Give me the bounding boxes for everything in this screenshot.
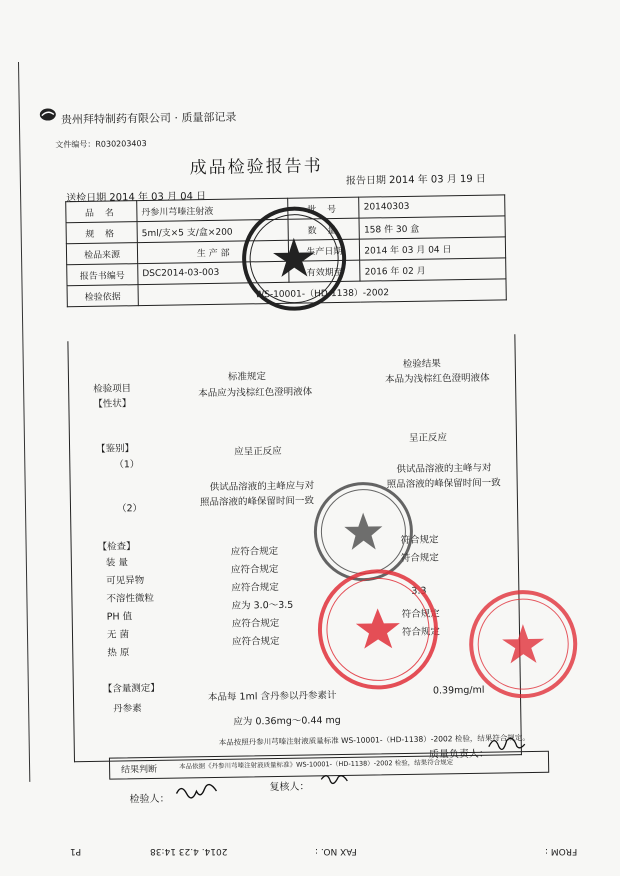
check-std-4: 应为 3.0～3.5	[231, 599, 294, 612]
check-result-6: 符合规定	[401, 626, 441, 639]
product-label: 品 名	[66, 201, 137, 223]
check-item-2: 可见异物	[106, 575, 145, 587]
send-date: 送检日期 2014 年 03 月 04 日	[66, 191, 207, 205]
check-result-5: 符合规定	[401, 608, 440, 621]
qty-value: 158 件 30 盒	[359, 216, 505, 239]
source-label: 检品来源	[66, 243, 137, 265]
col-std-header: 标准规定	[227, 371, 267, 383]
expiry-value: 2016 年 02 月	[360, 258, 506, 281]
check-std-3: 应符合规定	[231, 581, 279, 594]
spec-label: 规 格	[66, 222, 137, 244]
qa-label: 质量负责人：	[428, 748, 490, 761]
trait-result: 本品为浅棕红色澄明液体	[384, 372, 490, 386]
batch-number: 20140303	[359, 195, 505, 218]
trait-heading: 【性状】	[93, 398, 132, 410]
fax-number: FAX NO. :	[315, 846, 357, 856]
ident2-result-a: 供试品溶液的主峰与对	[396, 462, 492, 476]
check-heading: 【检查】	[97, 541, 136, 553]
red-quality-stamp	[314, 565, 442, 693]
col-res-header: 检验结果	[402, 358, 441, 370]
check-item-4: PH 值	[106, 611, 133, 623]
report-date: 报告日期 2014 年 03 月 19 日	[345, 173, 486, 187]
product-name: 丹参川芎嗪注射液	[137, 198, 289, 221]
report-sheet	[18, 54, 569, 806]
check-std-5: 应符合规定	[231, 617, 280, 630]
fax-date: 2014. 4.23 14:38	[150, 846, 228, 856]
check-item-5: 无 菌	[106, 629, 130, 641]
qty-label: 数 量	[288, 218, 359, 240]
check-result-2: 符合规定	[400, 552, 439, 565]
report-no-value: DSC2014-03-003	[138, 261, 290, 284]
reviewer-label: 复核人：	[269, 781, 310, 794]
prod-date-label: 生产日期	[289, 239, 360, 261]
conclusion-note: 本品按照丹参川芎嗪注射液质量标准 WS-10001-（HD-1138）-2002 检验，结果符合规定。	[218, 733, 530, 747]
assay-std-b: 应为 0.36mg～0.44 mg	[233, 715, 341, 728]
check-result-4: 3.3	[411, 585, 427, 597]
assay-std-a: 本品每 1ml 含丹参以丹参素计	[207, 690, 337, 704]
check-item-1: 装 量	[105, 557, 128, 569]
ident2-std-b: 照品溶液的峰保留时间一致	[199, 495, 315, 509]
ident1-std: 应呈正反应	[234, 445, 282, 458]
conclusion-text: 本品依据《丹参川芎嗪注射液质量标准》WS-10001-（HD-1138）-2002 检验，结果符合规定	[179, 758, 454, 771]
qa-signature	[487, 732, 527, 757]
conclusion-label: 结果判断	[121, 764, 158, 776]
col-item-header: 检验项目	[93, 383, 132, 395]
ident1-item: （1）	[114, 459, 140, 471]
reviewer-signature	[319, 769, 349, 787]
assay-heading: 【含量测定】	[102, 682, 160, 695]
check-std-2: 应符合规定	[230, 563, 279, 576]
ident2-item: （2）	[116, 503, 143, 515]
source-value: 生 产 部	[137, 240, 289, 263]
inspector-label: 检验人：	[129, 793, 170, 806]
report-title: 成品检验报告书	[189, 156, 323, 179]
check-item-3: 不溶性微粒	[106, 592, 155, 605]
page-edge	[18, 62, 30, 782]
company-logo-icon	[39, 107, 57, 121]
spec-value: 5ml/支×5 支/盒×200	[137, 219, 289, 242]
batch-label: 批 号	[288, 197, 359, 219]
ident2-result-b: 照品溶液的峰保留时间一致	[386, 477, 501, 491]
ident1-result: 呈正反应	[408, 432, 448, 444]
expiry-label: 有效期至	[289, 260, 360, 282]
basis-value: WS-10001-（HD-1138）-2002	[138, 279, 506, 306]
basis-label: 检验依据	[67, 285, 138, 307]
fax-from: FROM :	[545, 846, 578, 856]
red-company-stamp	[466, 587, 580, 701]
ident-heading: 【鉴别】	[96, 443, 135, 455]
company-header: 贵州拜特制药有限公司 · 质量部记录	[60, 110, 237, 127]
check-std-6: 应符合规定	[232, 635, 280, 648]
ident2-std-a: 供试品溶液的主峰应与对	[209, 480, 315, 494]
assay-item: 丹参素	[113, 703, 142, 715]
check-item-6: 热 原	[107, 647, 130, 659]
trait-std: 本品应为浅棕红色澄明液体	[198, 386, 313, 400]
inspector-signature	[174, 781, 220, 802]
quality-inspection-stamp	[238, 203, 350, 315]
fax-page: P1	[70, 846, 82, 856]
check-result-1: 符合规定	[400, 534, 439, 547]
check-std-1: 应符合规定	[230, 545, 279, 558]
assay-result: 0.39mg/ml	[432, 684, 485, 697]
file-number: 文件编号：R030203403	[55, 138, 147, 150]
report-no-label: 报告书编号	[67, 264, 138, 286]
prod-date-value: 2014 年 03 月 04 日	[360, 237, 506, 260]
